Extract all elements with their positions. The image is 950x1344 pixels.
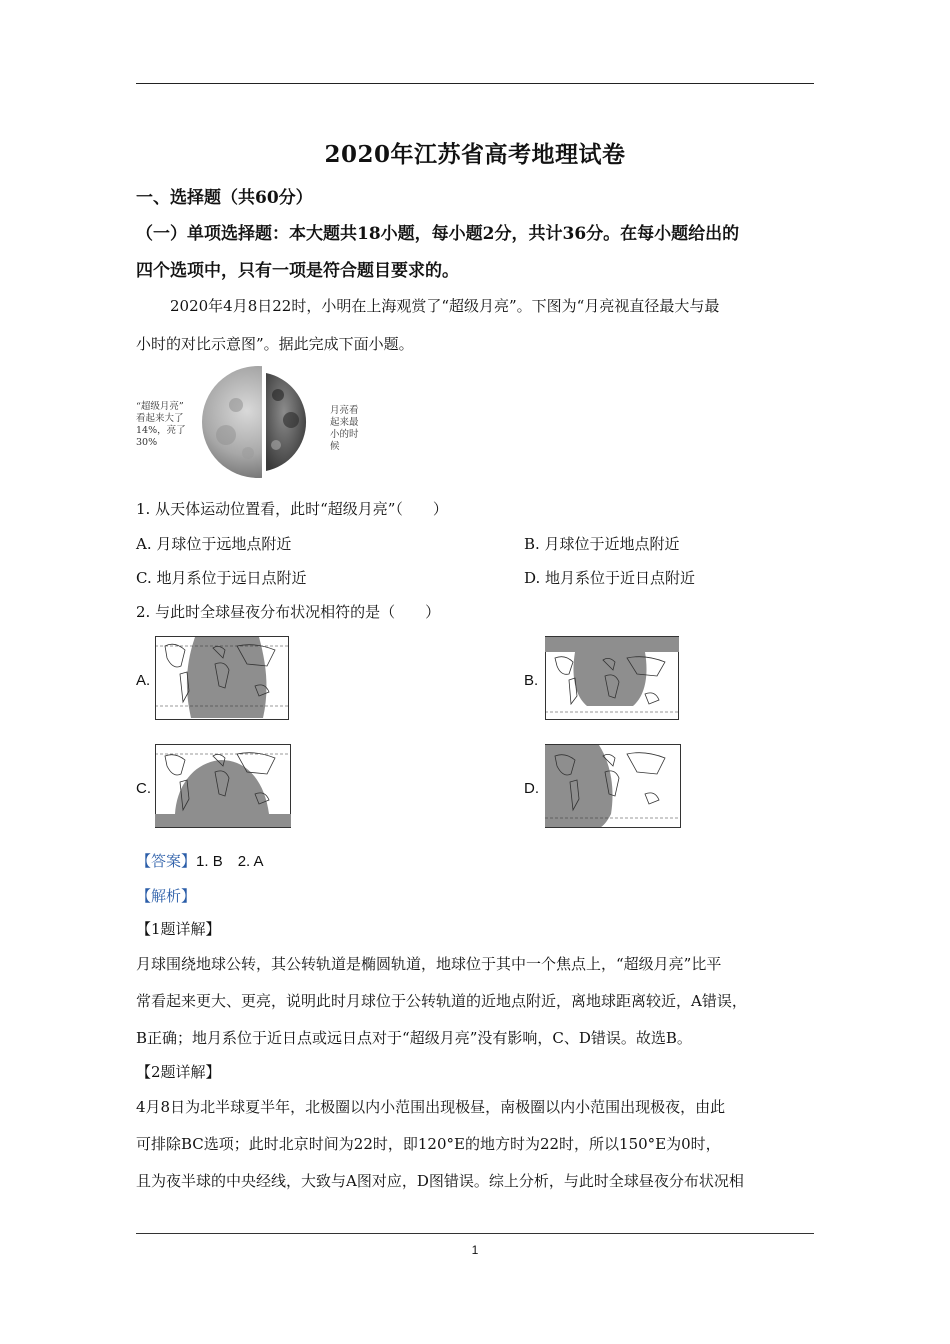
page-title: 2020年江苏省高考地理试卷 xyxy=(324,141,626,168)
detail-2-tag: 【2题详解】 xyxy=(136,1063,221,1081)
map-c-day-night xyxy=(155,744,291,828)
detail-1-line2: 常看起来更大、更亮，说明此时月球位于公转轨道的近地点附近，离地球距离较近，A错误， xyxy=(136,992,747,1010)
section-heading: 一、选择题（共60分） xyxy=(136,188,313,208)
map-a-label: A. xyxy=(136,672,151,689)
question-2-stem: 2. 与此时全球昼夜分布状况相符的是（ ） xyxy=(136,603,441,621)
subsection-instruction-line1: （一）单项选择题：本大题共18小题，每小题2分，共计36分。在每小题给出的 xyxy=(136,224,740,244)
question-1-option-b: B. 月球位于近地点附近 xyxy=(524,535,680,553)
moon-comparison-figure xyxy=(130,365,370,480)
answer-text: 1. B 2. A xyxy=(196,853,264,870)
intro-line2: 小时的对比示意图”。据此完成下面小题。 xyxy=(136,335,414,353)
header-rule xyxy=(136,83,814,84)
intro-line1: 2020年4月8日22时，小明在上海观赏了“超级月亮”。下图为“月亮视直径最大与最 xyxy=(170,297,720,315)
map-a-day-night xyxy=(155,636,289,720)
detail-1-line3: B正确；地月系位于近日点或远日点对于“超级月亮”没有影响，C、D错误。故选B。 xyxy=(136,1029,692,1047)
footer-rule xyxy=(136,1233,814,1234)
map-c-label: C. xyxy=(136,780,151,797)
map-b-day-night xyxy=(545,636,679,720)
smallest-moon-caption: 月亮看 起来最 小的时 候 xyxy=(330,405,359,452)
analysis-tag: 【解析】 xyxy=(136,887,197,905)
answer-line xyxy=(136,851,826,872)
detail-2-line3: 且为夜半球的中央经线，大致与A图对应，D图错误。综上分析，与此时全球昼夜分布状况相 xyxy=(136,1172,744,1190)
question-1-option-c: C. 地月系位于远日点附近 xyxy=(136,569,307,587)
detail-2-line2: 可排除BC选项；此时北京时间为22时，即120°E的地方时为22时，所以150°E为0时， xyxy=(136,1135,721,1153)
question-1-option-a: A. 月球位于远地点附近 xyxy=(136,535,292,553)
detail-2-line1: 4月8日为北半球夏半年，北极圈以内小范围出现极昼，南极圈以内小范围出现极夜，由此 xyxy=(136,1098,726,1116)
detail-1-tag: 【1题详解】 xyxy=(136,920,221,938)
question-1-option-d: D. 地月系位于近日点附近 xyxy=(524,569,696,587)
map-d-label: D. xyxy=(524,780,539,797)
detail-1-line1: 月球围绕地球公转，其公转轨道是椭圆轨道，地球位于其中一个焦点上，“超级月亮”比平 xyxy=(136,955,722,973)
answer-tag: 【答案】 xyxy=(136,852,197,870)
subsection-instruction-line2: 四个选项中，只有一项是符合题目要求的。 xyxy=(136,261,459,281)
question-1-stem: 1. 从天体运动位置看，此时“超级月亮”（ ） xyxy=(136,500,448,518)
map-d-day-night xyxy=(545,744,681,828)
page-number: 1 xyxy=(471,1243,479,1257)
map-b-label: B. xyxy=(524,672,539,689)
supermoon-caption: “超级月亮” 看起来大了 14%，亮了 30% xyxy=(136,401,186,448)
moon-image xyxy=(196,365,330,480)
